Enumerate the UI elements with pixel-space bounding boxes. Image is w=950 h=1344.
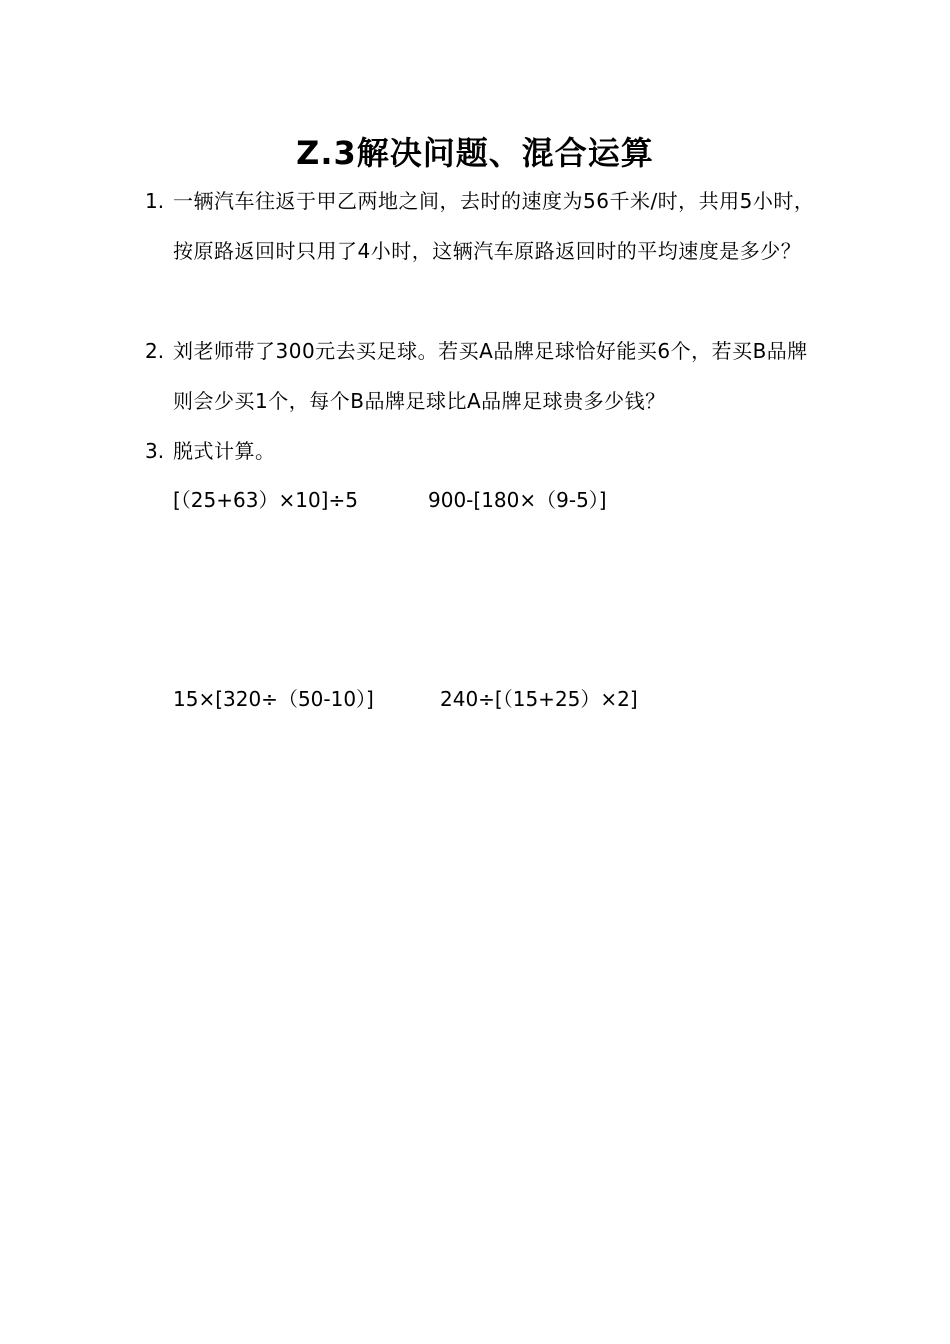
expression-2: 900-[180×（9-5）] <box>428 488 607 512</box>
question-text: 一辆汽车往返于甲乙两地之间，去时的速度为56千米/时，共用5小时，按原路返回时只用了4小时，这辆汽车原路返回时的平均速度是多少？ <box>173 189 815 263</box>
question-text: 刘老师带了300元去买足球。若买A品牌足球恰好能买6个，若买B品牌则会少买1个，每个B品牌足球比A品牌足球贵多少钱？ <box>173 339 808 413</box>
expression-4: 240÷[（15+25）×2] <box>440 687 638 711</box>
question-text: 脱式计算。 <box>173 439 276 463</box>
question-number: 3. <box>145 439 165 463</box>
question-number: 1. <box>145 189 165 213</box>
question-3 <box>145 426 815 476</box>
expression-1: [（25+63）×10]÷5 <box>173 488 358 512</box>
page-title: Z.3解决问题、混合运算 <box>296 134 654 172</box>
question-2 <box>145 326 815 426</box>
question-number: 2. <box>145 339 165 363</box>
question-1 <box>145 176 815 276</box>
expression-3: 15×[320÷（50-10）] <box>173 687 374 711</box>
